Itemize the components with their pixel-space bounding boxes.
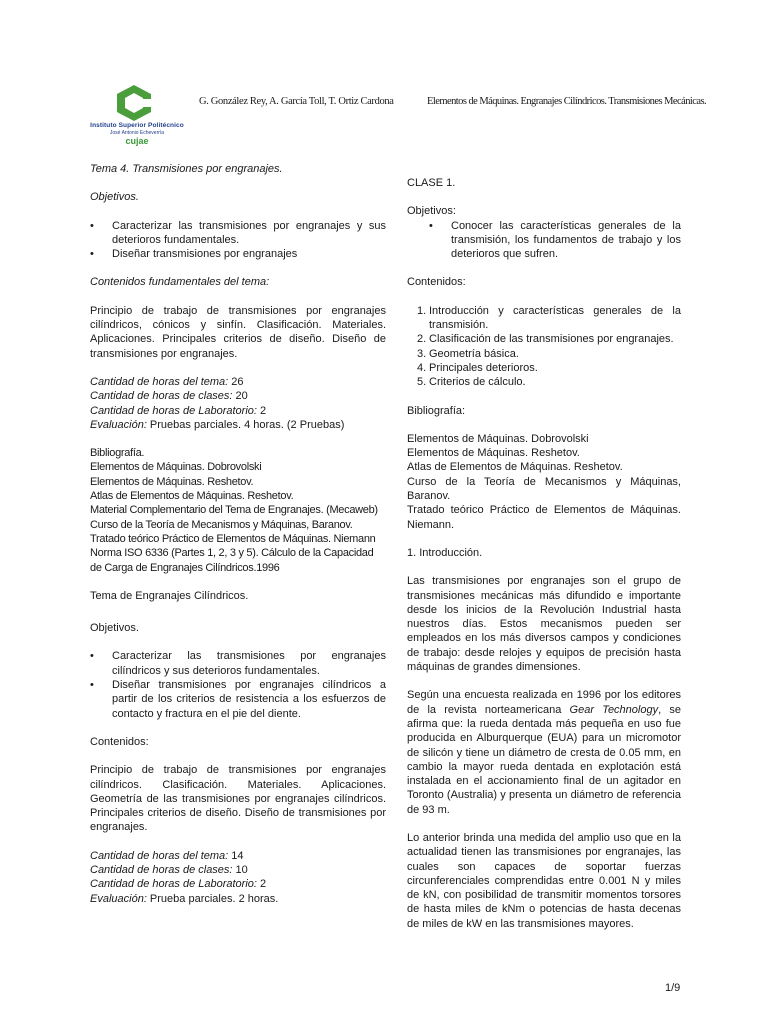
bibliography-item: Elementos de Máquinas. Reshetov. bbox=[90, 475, 254, 488]
list-item: 5. Criterios de cálculo. bbox=[417, 376, 526, 389]
list-item: • Caracterizar las transmisiones por engranajes cilíndricos y sus deterioros fundamentales. bbox=[90, 650, 386, 677]
bibliography-item: Tratado teórico Práctico de Elementos de Máquinas. Niemann. bbox=[407, 504, 681, 531]
logo-cujae-text: cujae bbox=[125, 136, 149, 146]
list-item: • Caracterizar las transmisiones por engranajes y sus deterioros fundamentales. bbox=[90, 219, 386, 246]
objetivos-list bbox=[407, 219, 681, 262]
horas-line: Cantidad de horas de clases: 20 bbox=[90, 390, 248, 403]
clase-title: CLASE 1. bbox=[407, 177, 456, 189]
horas2-block bbox=[90, 849, 386, 906]
bibliography-item: Norma ISO 6336 (Partes 1, 2, 3 y 5). Cálculo de la Capacidad de Carga de Engranajes Cilíndricos.1996 bbox=[90, 547, 374, 574]
contenidos-list bbox=[407, 304, 681, 390]
list-item: 2. Clasificación de las transmisiones por engranajes. bbox=[417, 333, 674, 346]
bibliography-item: Atlas de Elementos de Máquinas. Reshetov. bbox=[407, 461, 623, 474]
list-item: • Diseñar transmisiones por engranajes bbox=[90, 248, 298, 261]
contenidos2-label: Contenidos: bbox=[90, 735, 149, 748]
list-item: • Diseñar transmisiones por engranajes cilíndricos a partir de los criterios de resistencia a los esfuerzos de contacto y fractura en el pie del diente. bbox=[90, 679, 386, 720]
logo-institution-subname: José Antonio Echeverría bbox=[109, 130, 165, 136]
horas-line: Cantidad de horas de Laboratorio: 2 bbox=[90, 404, 267, 417]
bibliography-item: Atlas de Elementos de Máquinas. Reshetov. bbox=[90, 490, 294, 503]
bibliografia-block bbox=[90, 446, 386, 575]
objetivos-list bbox=[90, 219, 386, 262]
cujae-logo-icon bbox=[114, 84, 154, 122]
contenidos-label: Contenidos fundamentales del tema: bbox=[90, 276, 270, 289]
horas-line: Cantidad de horas del tema: 14 bbox=[90, 849, 244, 862]
list-item: 4. Principales deterioros. bbox=[417, 361, 538, 374]
horas-line: Evaluación: Pruebas parciales. 4 horas. (2 Pruebas) bbox=[90, 418, 345, 431]
contenidos-label: Contenidos: bbox=[407, 276, 466, 289]
intro-paragraph-2: Según una encuesta realizada en 1996 por los editores de la revista norteamericana Gear Technology, se afirma que: la rueda dentada más pequeña en uso fue producida en Alburquerque (EUA) para un micromotor de silicón y tiene un diámetro de cresta de 0.05 mm, en cambio la mayor rueda dentada en explotación está instalada en el accionamiento final de un agitador en Toronto (Australia) y presenta un diámetro de referencia de 93 m. bbox=[407, 689, 681, 816]
list-item: 1. Introducción y características generales de la transmisión. bbox=[417, 304, 681, 332]
institution-logo bbox=[88, 84, 186, 150]
bibliografia-list bbox=[407, 432, 681, 532]
objetivos-label: Objetivos. bbox=[90, 191, 139, 204]
intro-paragraph-3: Lo anterior brinda una medida del amplio uso que en la actualidad tienen las transmisiones por engranajes, las cuales son capaces de soportar fuerzas circunferenciales comprendidas entre 0.001 N y miles de kN, con posibilidad de transmitir momentos torsores de hasta miles de kNm o potencias de hasta decenas de miles de kW en las transmisiones mayores. bbox=[407, 831, 681, 930]
bibliography-item: Curso de la Teoría de Mecanismos y Máquinas, Baranov. bbox=[407, 475, 681, 503]
bibliografia-label: Bibliografía. bbox=[90, 447, 145, 460]
horas-block bbox=[90, 375, 386, 432]
header-authors: G. González Rey, A. García Toll, T. Ortiz Cardona bbox=[199, 96, 394, 107]
right-column bbox=[407, 176, 681, 931]
bibliografia-label: Bibliografía: bbox=[407, 404, 466, 417]
tema2-title: Tema de Engranajes Cilíndricos. bbox=[90, 589, 249, 602]
intro-paragraph-1: Las transmisiones por engranajes son el grupo de transmisiones mecánicas más difundido e importante desde los inicios de la Revolución Industrial hasta nuestros días. Estos mecanismos pueden ser empleados en los más diversos campos y condiciones de trabajo: desde relojes y equipos de precisión hasta máquinas de grandes dimensiones. bbox=[407, 575, 681, 674]
contenidos-text: Principio de trabajo de transmisiones por engranajes cilíndricos, cónicos y sinfín. Clasificación. Materiales. Aplicaciones. Principales criterios de diseño. Diseño de transmisiones por engranajes. bbox=[90, 304, 386, 360]
tema-title: Tema 4. Transmisiones por engranajes. bbox=[90, 163, 283, 175]
bibliography-item: Material Complementario del Tema de Engranajes. (Mecaweb) bbox=[90, 504, 378, 517]
intro-title: 1. Introducción. bbox=[407, 546, 483, 559]
bibliography-item: Tratado teórico Práctico de Elementos de Máquinas. Niemann bbox=[90, 532, 376, 545]
contenidos2-text: Principio de trabajo de transmisiones por engranajes cilíndricos. Clasificación. Materiales. Aplicaciones. Geometría de las transmisiones por engranajes cilíndricos. Principales criterios de diseño. Diseño de transmisiones por engranajes. bbox=[90, 764, 386, 834]
bibliography-item: Elementos de Máquinas. Reshetov. bbox=[407, 447, 580, 460]
header-document-title: Elementos de Máquinas. Engranajes Cilíndricos. Transmisiones Mecánicas. bbox=[427, 96, 707, 107]
horas-line: Cantidad de horas de Laboratorio: 2 bbox=[90, 878, 267, 891]
list-item: 3. Geometría básica. bbox=[417, 347, 519, 360]
bibliography-item: Elementos de Máquinas. Dobrovolski bbox=[407, 432, 589, 445]
left-column bbox=[90, 162, 386, 906]
bibliography-item: Elementos de Máquinas. Dobrovolski bbox=[90, 461, 262, 474]
list-item: • Conocer las características generales de la transmisión, los fundamentos de trabajo y los deterioros que sufren. bbox=[429, 219, 681, 261]
horas-line: Evaluación: Prueba parciales. 2 horas. bbox=[90, 892, 279, 905]
horas-line: Cantidad de horas del tema: 26 bbox=[90, 375, 244, 388]
page-number: 1/9 bbox=[665, 982, 681, 994]
objetivos-label: Objetivos: bbox=[407, 205, 456, 218]
logo-institution-name: Instituto Superior Politécnico bbox=[90, 122, 184, 129]
horas-line: Cantidad de horas de clases: 10 bbox=[90, 863, 248, 876]
objetivos2-list bbox=[90, 649, 386, 720]
bibliography-item: Curso de la Teoría de Mecanismos y Máquinas, Baranov. bbox=[90, 518, 353, 531]
objetivos2-label: Objetivos. bbox=[90, 622, 139, 635]
